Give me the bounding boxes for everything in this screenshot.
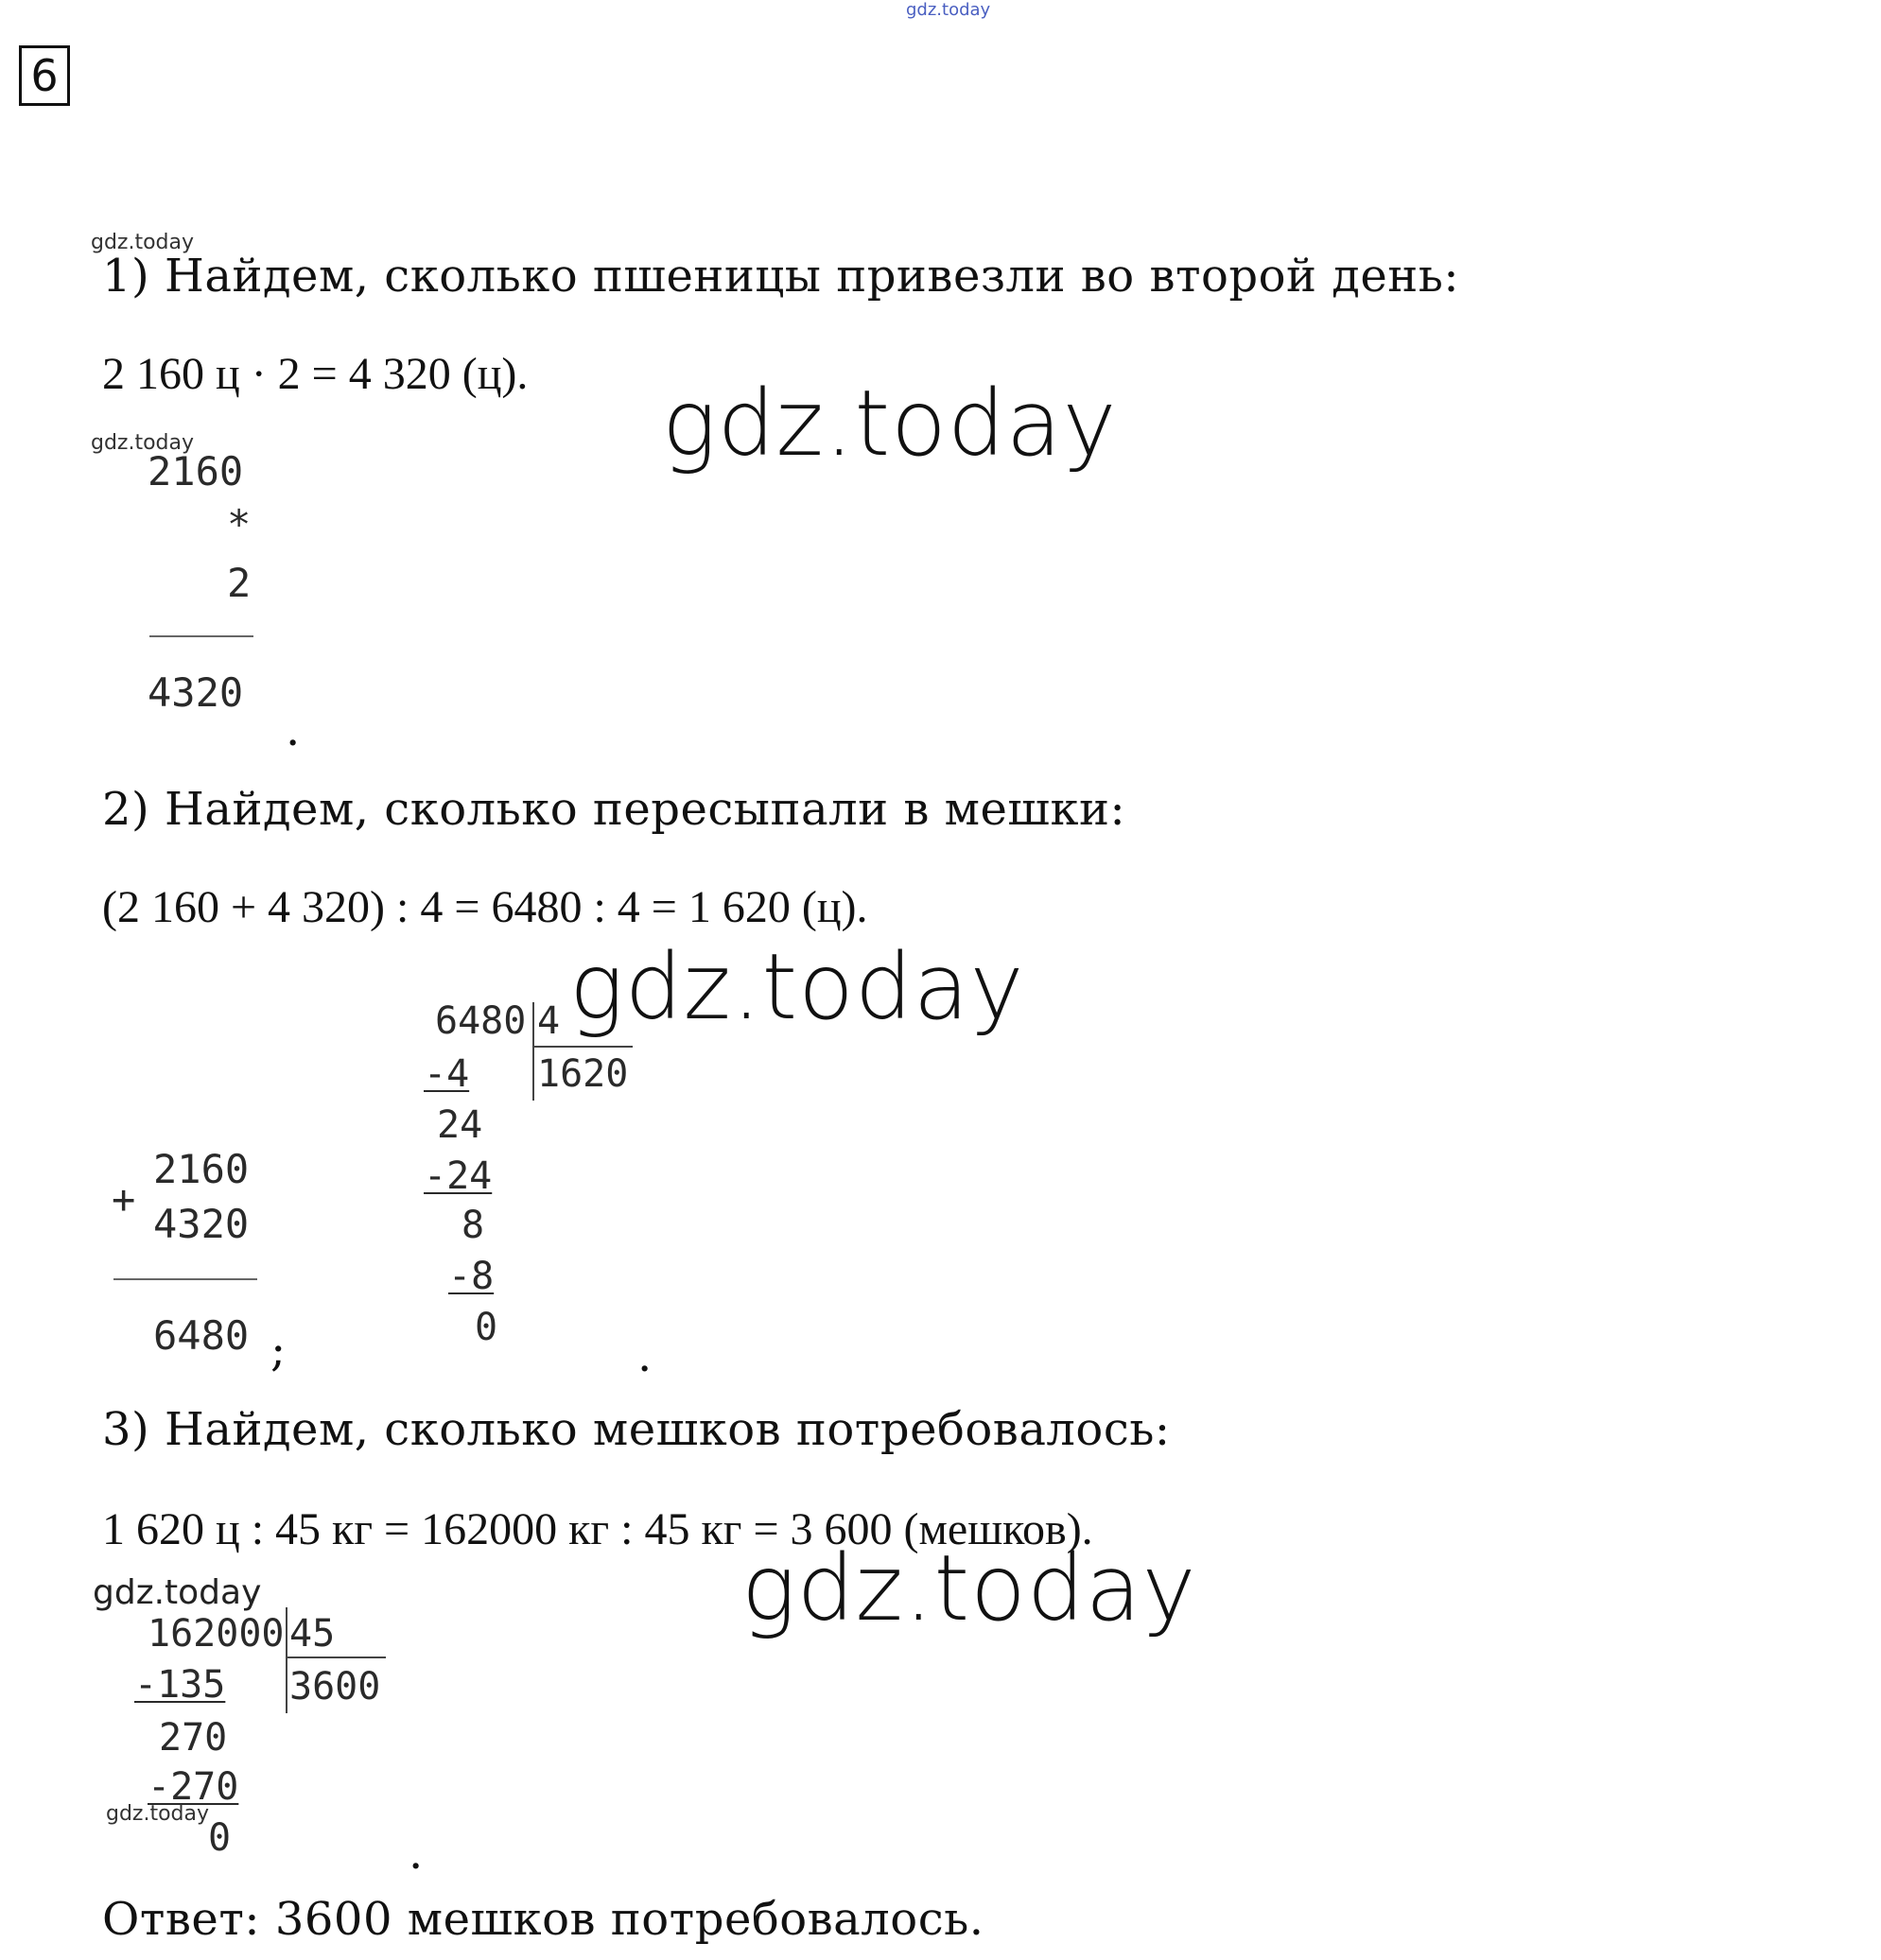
mult-line — [149, 635, 253, 637]
answer: Ответ: 3600 мешков потребовалось. — [102, 1893, 984, 1946]
div2-step: -135 — [134, 1663, 226, 1707]
add-line — [113, 1278, 257, 1280]
div2-dividend: 162000 — [148, 1612, 285, 1656]
step2-formula: (2 160 + 4 320) : 4 = 6480 : 4 = 1 620 (ц). — [102, 882, 868, 932]
div2-divisor: 45 — [289, 1612, 336, 1656]
div1-step: -24 — [424, 1154, 493, 1198]
watermark-small: gdz.today — [91, 231, 195, 254]
div2-step: 270 — [159, 1716, 228, 1760]
step1-heading: 1) Найдем, сколько пшеницы привезли во второй день: — [102, 250, 1460, 303]
step2-heading: 2) Найдем, сколько пересыпали в мешки: — [102, 783, 1126, 836]
div2-end: . — [409, 1827, 424, 1880]
watermark-medium: gdz.today — [93, 1573, 262, 1612]
step3-heading: 3) Найдем, сколько мешков потребовалось: — [102, 1403, 1171, 1456]
watermark-large: gdz.today — [741, 1535, 1197, 1641]
div2-step: -270 — [148, 1765, 239, 1809]
mult-operand-b: 2 — [227, 560, 252, 606]
div1-quotient: 1620 — [537, 1052, 629, 1096]
add-operator: + — [112, 1176, 136, 1223]
div2-quotient: 3600 — [289, 1665, 381, 1708]
mult-end: . — [286, 703, 301, 756]
div1-step: -8 — [448, 1255, 495, 1298]
div2-vertical-line — [286, 1607, 287, 1713]
watermark-large: gdz.today — [662, 371, 1118, 477]
add-end: ; — [270, 1324, 287, 1377]
add-operand-a: 2160 — [153, 1146, 250, 1192]
mult-result: 4320 — [148, 669, 244, 716]
mult-operand-a: 2160 — [148, 448, 244, 494]
div1-step: 24 — [437, 1103, 483, 1147]
div1-dividend: 6480 — [435, 999, 527, 1043]
div1-step: -4 — [424, 1052, 470, 1096]
div1-end: . — [637, 1329, 653, 1382]
div1-vertical-line — [532, 1002, 534, 1101]
div2-step: 0 — [208, 1816, 232, 1860]
step3-formula: 1 620 ц : 45 кг = 162000 кг : 45 кг = 3 600 (мешков). — [102, 1504, 1093, 1554]
watermark-large: gdz.today — [569, 934, 1025, 1040]
div1-divisor: 4 — [537, 999, 561, 1043]
mult-operator: * — [227, 501, 252, 547]
problem-number: 6 — [19, 45, 70, 106]
step1-formula: 2 160 ц · 2 = 4 320 (ц). — [102, 349, 529, 399]
add-result: 6480 — [153, 1312, 250, 1359]
div1-step: 0 — [475, 1306, 498, 1349]
watermark-top: gdz.today — [906, 0, 991, 20]
div2-horizontal-line — [287, 1656, 386, 1658]
watermark-small: gdz.today — [106, 1802, 210, 1826]
div1-step: 8 — [462, 1204, 485, 1247]
add-operand-b: 4320 — [153, 1201, 250, 1247]
div1-horizontal-line — [534, 1046, 633, 1048]
watermark-small: gdz.today — [91, 431, 195, 455]
